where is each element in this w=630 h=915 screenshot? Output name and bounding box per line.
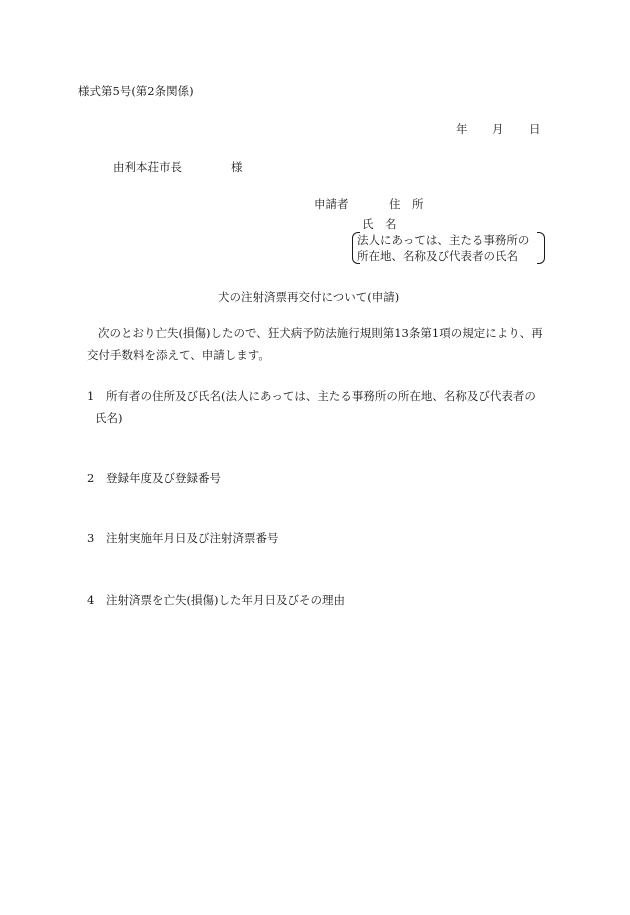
list-item: [87, 533, 279, 545]
date-day-label: 日: [529, 122, 541, 136]
item-number: 3: [87, 531, 95, 545]
item-continuation: 氏名): [95, 411, 123, 425]
document-title: 犬の注射済票再交付について(申請): [218, 290, 400, 304]
item-text: 所有者の住所及び氏名(法人にあっては、主たる事務所の所在地、名称及び代表者の: [106, 389, 536, 403]
corporate-note-line2: 所在地、名称及び代表者の氏名: [357, 249, 518, 263]
corporate-note-line1: 法人にあっては、主たる事務所の: [357, 233, 530, 247]
item-text: 登録年度及び登録番号: [106, 471, 221, 485]
date-year-label: 年: [456, 122, 468, 136]
item-number: 4: [87, 593, 95, 607]
form-number: 様式第5号(第2条関係): [78, 84, 194, 98]
addressee-honorific: 様: [231, 160, 243, 174]
body-line1: 次のとおり亡失(損傷)したので、狂犬病予防法施行規則第13条第1項の規定により、再: [98, 326, 543, 340]
applicant-label: 申請者: [314, 197, 349, 211]
address-label: 住 所: [389, 197, 424, 211]
bracket-right: [537, 232, 545, 264]
item-number: 1: [87, 389, 95, 403]
addressee-name: 由利本荘市長: [113, 160, 182, 174]
list-item: [87, 391, 536, 403]
item-text: 注射済票を亡失(損傷)した年月日及びその理由: [106, 593, 345, 607]
item-number: 2: [87, 471, 95, 485]
name-label: 氏 名: [362, 217, 397, 231]
list-item: [87, 595, 345, 607]
item-text: 注射実施年月日及び注射済票番号: [106, 531, 279, 545]
list-item: [87, 473, 221, 485]
body-line2: 交付手数料を添えて、申請します。: [87, 348, 270, 362]
date-month-label: 月: [492, 122, 504, 136]
